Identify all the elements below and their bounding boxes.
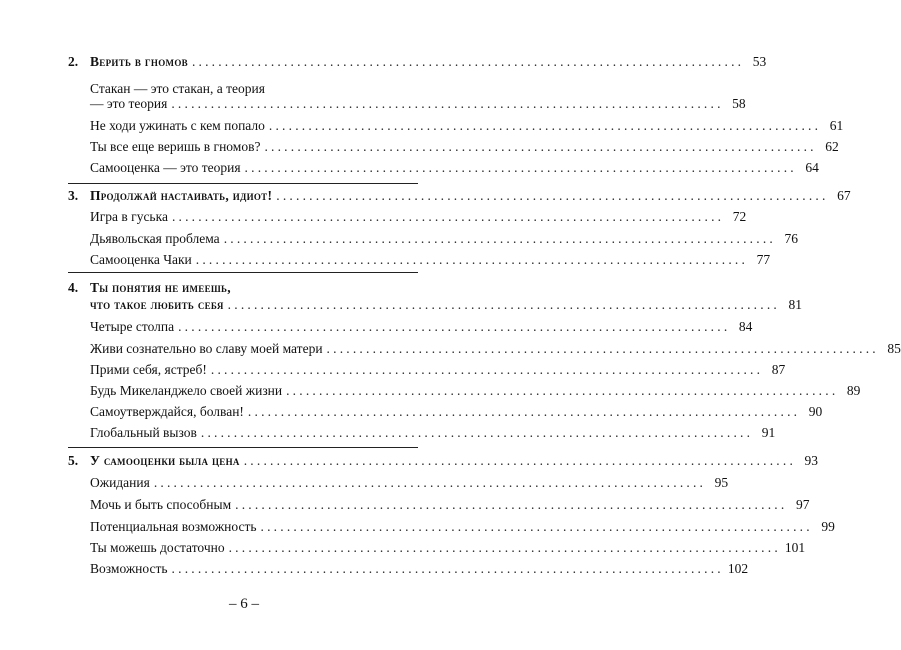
- section-entry[interactable]: [0, 208, 747, 226]
- section-divider: [68, 447, 418, 448]
- chapter-number: 3.: [68, 188, 79, 203]
- dot-leader: ....................................................................................: [178, 319, 731, 334]
- page-number: 85: [887, 341, 901, 356]
- page-number: 64: [805, 160, 819, 175]
- dot-leader: ....................................................................................: [268, 118, 822, 133]
- page-number: 61: [829, 118, 844, 133]
- dot-leader: ....................................................................................: [228, 540, 781, 555]
- section-entry[interactable]: [0, 340, 901, 358]
- dot-leader: ....................................................................................: [260, 519, 813, 534]
- section-title: Не ходи ужинать с кем попало: [90, 118, 265, 133]
- dot-leader: ....................................................................................: [235, 497, 788, 512]
- section-title: Прими себя, ястреб!: [90, 362, 207, 377]
- section-title: Ты можешь достаточно: [90, 540, 225, 555]
- dot-leader: ....................................................................................: [171, 561, 724, 576]
- section-title: Потенциальная возможность: [90, 519, 257, 534]
- section-entry[interactable]: [0, 539, 806, 557]
- dot-leader: ....................................................................................: [200, 425, 754, 440]
- dot-leader: ....................................................................................: [247, 404, 801, 419]
- section-entry[interactable]: [0, 318, 753, 336]
- page-number: 95: [714, 475, 729, 490]
- section-entry[interactable]: [0, 159, 819, 177]
- dot-leader: ....................................................................................: [153, 475, 707, 490]
- page-number: 99: [821, 519, 835, 534]
- section-entry[interactable]: [0, 251, 771, 269]
- page-number: 53: [752, 54, 767, 69]
- folio-page-number: – 6 –: [229, 596, 259, 612]
- section-title: Самооценка — это теория: [90, 160, 241, 175]
- section-title: Возможность: [90, 561, 168, 576]
- section-entry[interactable]: [0, 230, 798, 248]
- chapter-number: 4.: [68, 280, 79, 295]
- chapter-title: Верить в гномов: [90, 54, 188, 69]
- dot-leader: ....................................................................................: [227, 297, 780, 312]
- dot-leader: ....................................................................................: [191, 54, 745, 69]
- dot-leader: ....................................................................................: [171, 209, 725, 224]
- chapter-entry[interactable]: [0, 452, 819, 470]
- chapter-number: 5.: [68, 453, 79, 468]
- page-number: 84: [738, 319, 753, 334]
- section-entry[interactable]: [0, 496, 810, 514]
- section-entry[interactable]: [0, 138, 839, 156]
- section-entry[interactable]: [0, 424, 776, 442]
- section-entry[interactable]: [0, 382, 861, 400]
- chapter-title: У самооценки была цена: [90, 453, 240, 468]
- section-title: Четыре столпа: [90, 319, 175, 334]
- chapter-number: 2.: [68, 54, 79, 69]
- section-divider: [68, 272, 418, 273]
- chapter-entry-continued[interactable]: [0, 296, 802, 314]
- section-entry[interactable]: [0, 560, 749, 578]
- chapter-entry[interactable]: [0, 53, 767, 71]
- section-entry[interactable]: [0, 117, 844, 135]
- section-title: Самооценка Чаки: [90, 252, 192, 267]
- page-number: 58: [732, 96, 746, 111]
- page-number: 90: [808, 404, 823, 419]
- page-number: 101: [784, 540, 806, 555]
- chapter-entry[interactable]: [0, 187, 851, 205]
- section-title-continued: — это теория: [90, 96, 168, 111]
- page-number: 93: [804, 453, 819, 468]
- page-number: 77: [756, 252, 771, 267]
- page-number: 87: [771, 362, 786, 377]
- section-entry[interactable]: [0, 361, 786, 379]
- dot-leader: ....................................................................................: [276, 188, 829, 203]
- section-title: Игра в гуська: [90, 209, 168, 224]
- page-number: 67: [837, 188, 851, 203]
- section-title: Живи сознательно во славу моей матери: [90, 341, 323, 356]
- section-title: Ожидания: [90, 475, 150, 490]
- dot-leader: ....................................................................................: [171, 96, 724, 111]
- dot-leader: ....................................................................................: [195, 252, 749, 267]
- chapter-title: Продолжай настаивать, идиот!: [90, 188, 273, 203]
- section-title: Мочь и быть способным: [90, 497, 232, 512]
- dot-leader: ....................................................................................: [244, 160, 797, 175]
- dot-leader: ....................................................................................: [243, 453, 797, 468]
- dot-leader: ....................................................................................: [210, 362, 764, 377]
- chapter-title: Ты понятия не имеешь,: [90, 280, 231, 295]
- page-number: 76: [784, 231, 798, 246]
- page-number: 97: [795, 497, 810, 512]
- section-title: Глобальный вызов: [90, 425, 197, 440]
- section-title: Стакан — это стакан, а теория: [90, 81, 265, 96]
- chapter-entry[interactable]: [0, 279, 488, 297]
- page-number: 102: [727, 561, 749, 576]
- section-divider: [68, 183, 418, 184]
- section-entry[interactable]: [0, 518, 835, 536]
- page-number: 89: [846, 383, 861, 398]
- section-title: Дьявольская проблема: [90, 231, 220, 246]
- section-entry-continued[interactable]: [0, 95, 746, 113]
- page-number: 91: [761, 425, 776, 440]
- section-title: Самоутверждайся, болван!: [90, 404, 244, 419]
- page-number: 72: [732, 209, 747, 224]
- chapter-title-continued: что такое любить себя: [90, 297, 224, 312]
- dot-leader: ....................................................................................: [223, 231, 776, 246]
- dot-leader: ....................................................................................: [326, 341, 879, 356]
- section-entry[interactable]: [0, 403, 823, 421]
- dot-leader: ....................................................................................: [286, 383, 839, 398]
- section-entry[interactable]: [0, 474, 729, 492]
- page-number: 62: [825, 139, 839, 154]
- section-title: Ты все еще веришь в гномов?: [90, 139, 261, 154]
- dot-leader: ....................................................................................: [264, 139, 817, 154]
- section-title: Будь Микеланджело своей жизни: [90, 383, 283, 398]
- page-number: 81: [788, 297, 802, 312]
